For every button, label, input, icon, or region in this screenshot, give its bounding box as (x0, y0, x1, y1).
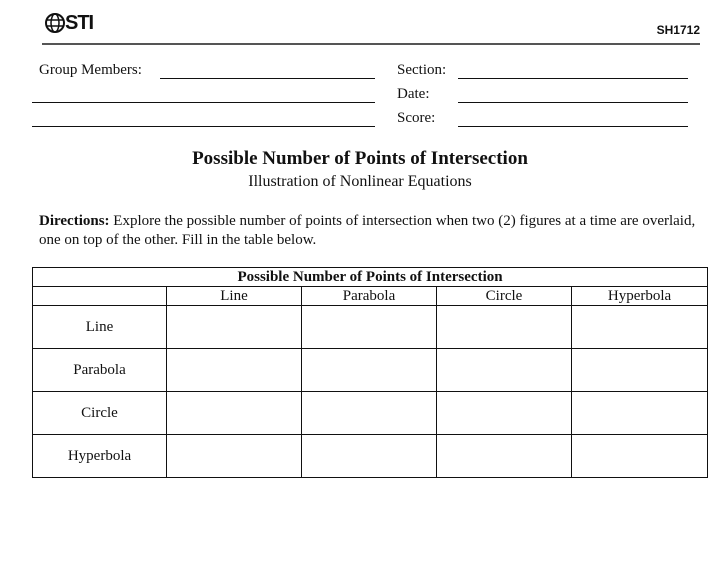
document-code: SH1712 (656, 23, 700, 37)
section-line[interactable] (458, 78, 688, 79)
corner-cell (33, 287, 167, 306)
table-caption: Possible Number of Points of Intersection (33, 268, 708, 287)
answer-cell[interactable] (302, 349, 437, 392)
directions-label: Directions: (39, 213, 110, 229)
table-row (33, 435, 708, 478)
group-member-line-1[interactable] (160, 78, 375, 79)
sti-logo (44, 10, 93, 36)
row-header-parabola: Parabola (33, 349, 167, 392)
column-header-parabola: Parabola (302, 287, 437, 306)
answer-cell[interactable] (437, 349, 572, 392)
answer-cell[interactable] (167, 349, 302, 392)
answer-cell[interactable] (572, 349, 708, 392)
header-rule (42, 43, 700, 45)
globe-icon (44, 12, 66, 34)
answer-cell[interactable] (302, 306, 437, 349)
section-label: Section: (397, 62, 447, 78)
group-members-label: Group Members: (39, 62, 142, 78)
intersection-table (32, 267, 708, 478)
answer-cell[interactable] (572, 306, 708, 349)
answer-cell[interactable] (572, 392, 708, 435)
table-row (33, 392, 708, 435)
row-header-line: Line (33, 306, 167, 349)
page-subtitle: Illustration of Nonlinear Equations (248, 173, 472, 190)
answer-cell[interactable] (167, 306, 302, 349)
answer-cell[interactable] (437, 306, 572, 349)
answer-cell[interactable] (437, 392, 572, 435)
row-header-hyperbola: Hyperbola (33, 435, 167, 478)
answer-cell[interactable] (302, 435, 437, 478)
group-member-line-3[interactable] (32, 126, 375, 127)
column-header-line: Line (167, 287, 302, 306)
group-member-line-2[interactable] (32, 102, 375, 103)
score-label: Score: (397, 110, 436, 126)
answer-cell[interactable] (167, 435, 302, 478)
row-header-circle: Circle (33, 392, 167, 435)
answer-cell[interactable] (302, 392, 437, 435)
table-row (33, 349, 708, 392)
score-line[interactable] (458, 126, 688, 127)
date-line[interactable] (458, 102, 688, 103)
table-row (33, 306, 708, 349)
answer-cell[interactable] (167, 392, 302, 435)
directions (39, 212, 696, 250)
column-header-circle: Circle (437, 287, 572, 306)
logo-text: STI (65, 11, 94, 34)
date-label: Date: (397, 86, 430, 102)
answer-cell[interactable] (572, 435, 708, 478)
column-header-hyperbola: Hyperbola (572, 287, 708, 306)
page-title: Possible Number of Points of Intersection (192, 148, 528, 169)
answer-cell[interactable] (437, 435, 572, 478)
directions-text: Explore the possible number of points of intersection when two (2) figures at a time are overlaid, one on top of the other. Fill in the table below. (39, 213, 696, 248)
